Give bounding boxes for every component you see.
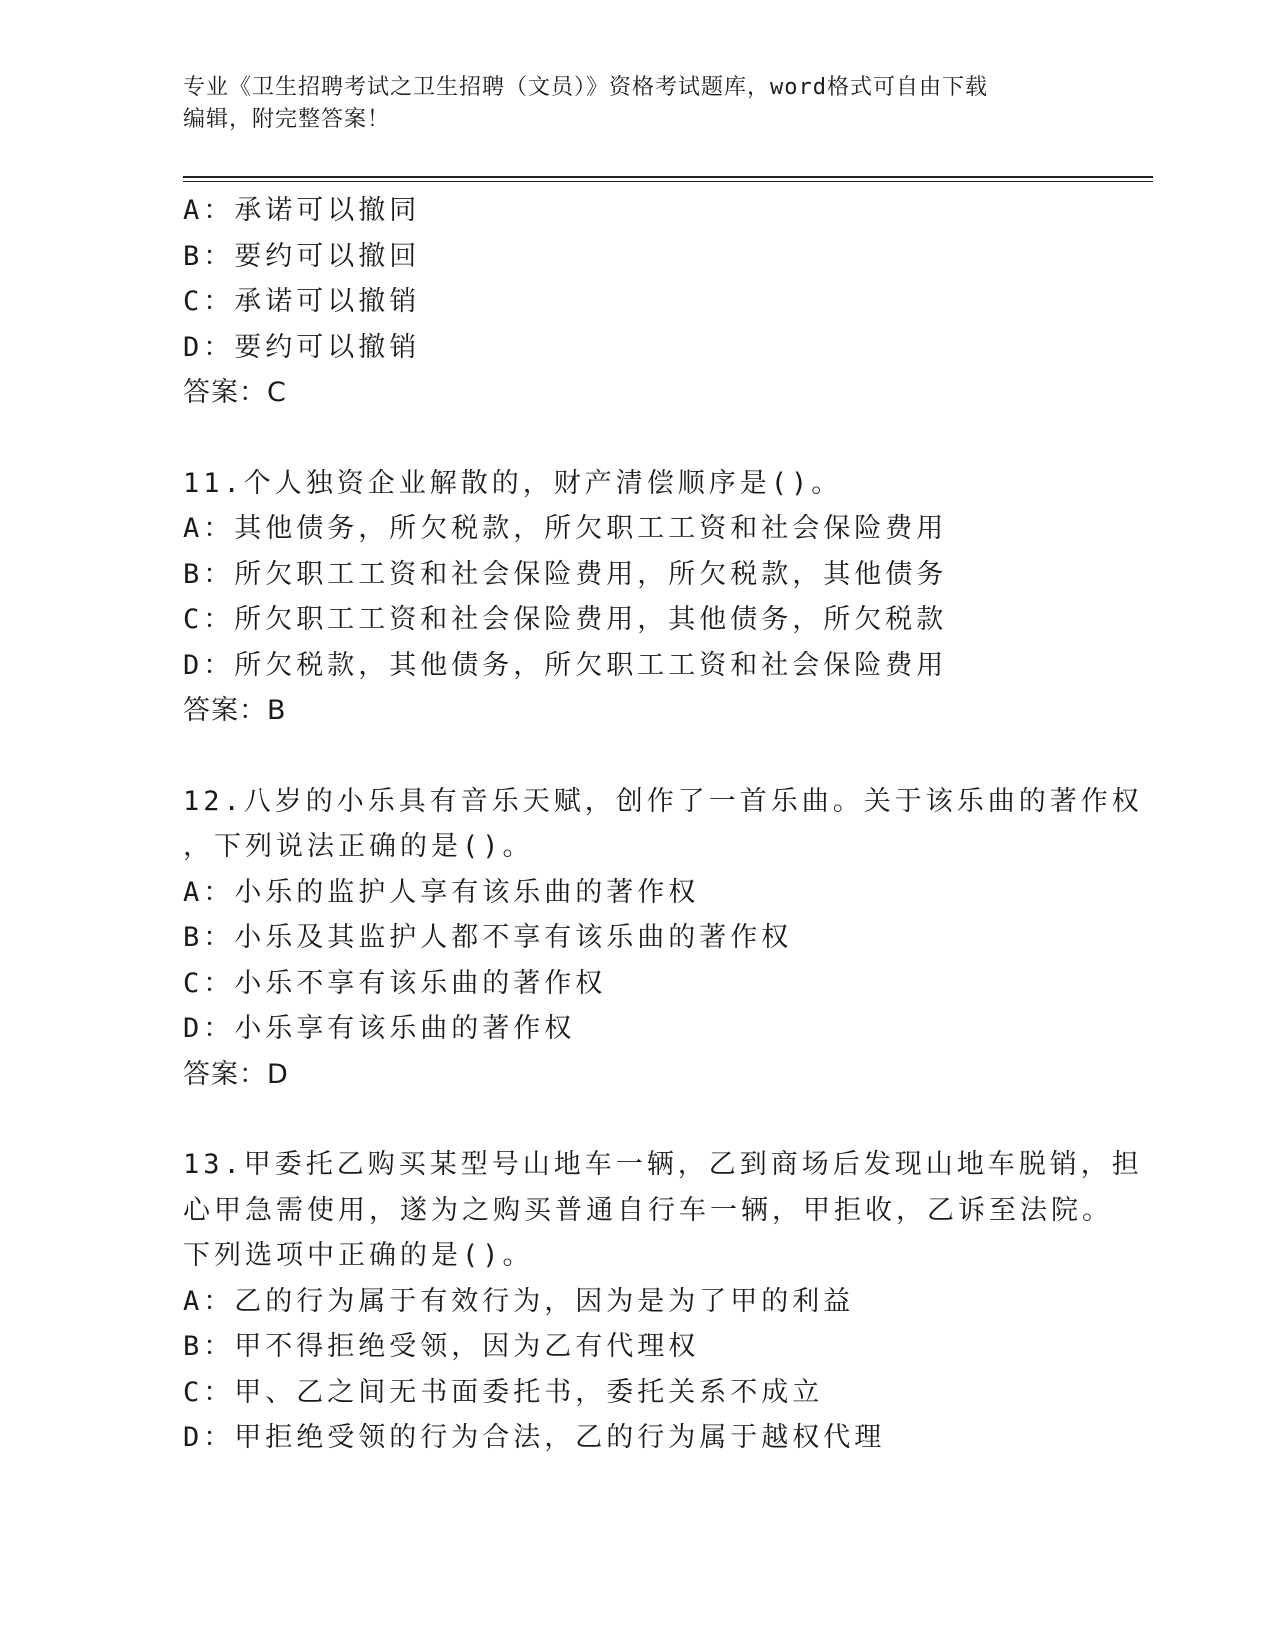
document-header xyxy=(183,72,1083,136)
question-10 xyxy=(183,188,1083,416)
option-c: C：甲、乙之间无书面委托书，委托关系不成立 xyxy=(183,1376,824,1408)
question-12 xyxy=(183,779,1143,1098)
header-line-2: 编辑，附完整答案！ xyxy=(183,107,391,132)
question-list xyxy=(183,188,1143,1461)
header-divider xyxy=(183,176,1153,182)
option-d: D：小乐享有该乐曲的著作权 xyxy=(183,1013,576,1044)
option-c: C：所欠职工工资和社会保险费用，其他债务，所欠税款 xyxy=(183,604,948,635)
option-b: B：要约可以撤回 xyxy=(183,240,421,272)
option-b: B：所欠职工工资和社会保险费用，所欠税款，其他债务 xyxy=(183,558,948,590)
question-11 xyxy=(183,461,1083,734)
answer-line: 答案：B xyxy=(183,695,287,726)
answer-line: 答案：D xyxy=(183,1058,289,1090)
question-stem: 13.甲委托乙购买某型号山地车一辆，乙到商场后发现山地车脱销，担 xyxy=(183,1149,1143,1180)
question-stem: 12.八岁的小乐具有音乐天赋，创作了一首乐曲。关于该乐曲的著作权 xyxy=(183,785,1143,817)
option-a: A：小乐的监护人享有该乐曲的著作权 xyxy=(183,876,700,908)
question-13 xyxy=(183,1142,1143,1461)
answer-line: 答案：C xyxy=(183,377,287,408)
option-c: C：承诺可以撤销 xyxy=(183,286,421,317)
question-stem: 下列选项中正确的是()。 xyxy=(183,1240,534,1271)
option-a: A：其他债务，所欠税款，所欠职工工资和社会保险费用 xyxy=(183,513,948,544)
header-line-1: 专业《卫生招聘考试之卫生招聘（文员）》资格考试题库，word格式可自由下载 xyxy=(183,75,988,100)
option-b: B：甲不得拒绝受领，因为乙有代理权 xyxy=(183,1331,700,1362)
option-c: C：小乐不享有该乐曲的著作权 xyxy=(183,967,607,999)
option-a: A：乙的行为属于有效行为，因为是为了甲的利益 xyxy=(183,1285,855,1317)
option-b: B：小乐及其监护人都不享有该乐曲的著作权 xyxy=(183,922,793,953)
option-d: D：要约可以撤销 xyxy=(183,331,421,363)
question-stem: ，下列说法正确的是()。 xyxy=(183,831,534,862)
option-d: D：所欠税款，其他债务，所欠职工工资和社会保险费用 xyxy=(183,649,948,681)
option-d: D：甲拒绝受领的行为合法，乙的行为属于越权代理 xyxy=(183,1422,886,1453)
question-stem: 心甲急需使用，遂为之购买普通自行车一辆，甲拒收，乙诉至法院。 xyxy=(183,1194,1113,1226)
option-a: A：承诺可以撤同 xyxy=(183,195,421,226)
question-stem: 11.个人独资企业解散的，财产清偿顺序是()。 xyxy=(183,467,843,499)
